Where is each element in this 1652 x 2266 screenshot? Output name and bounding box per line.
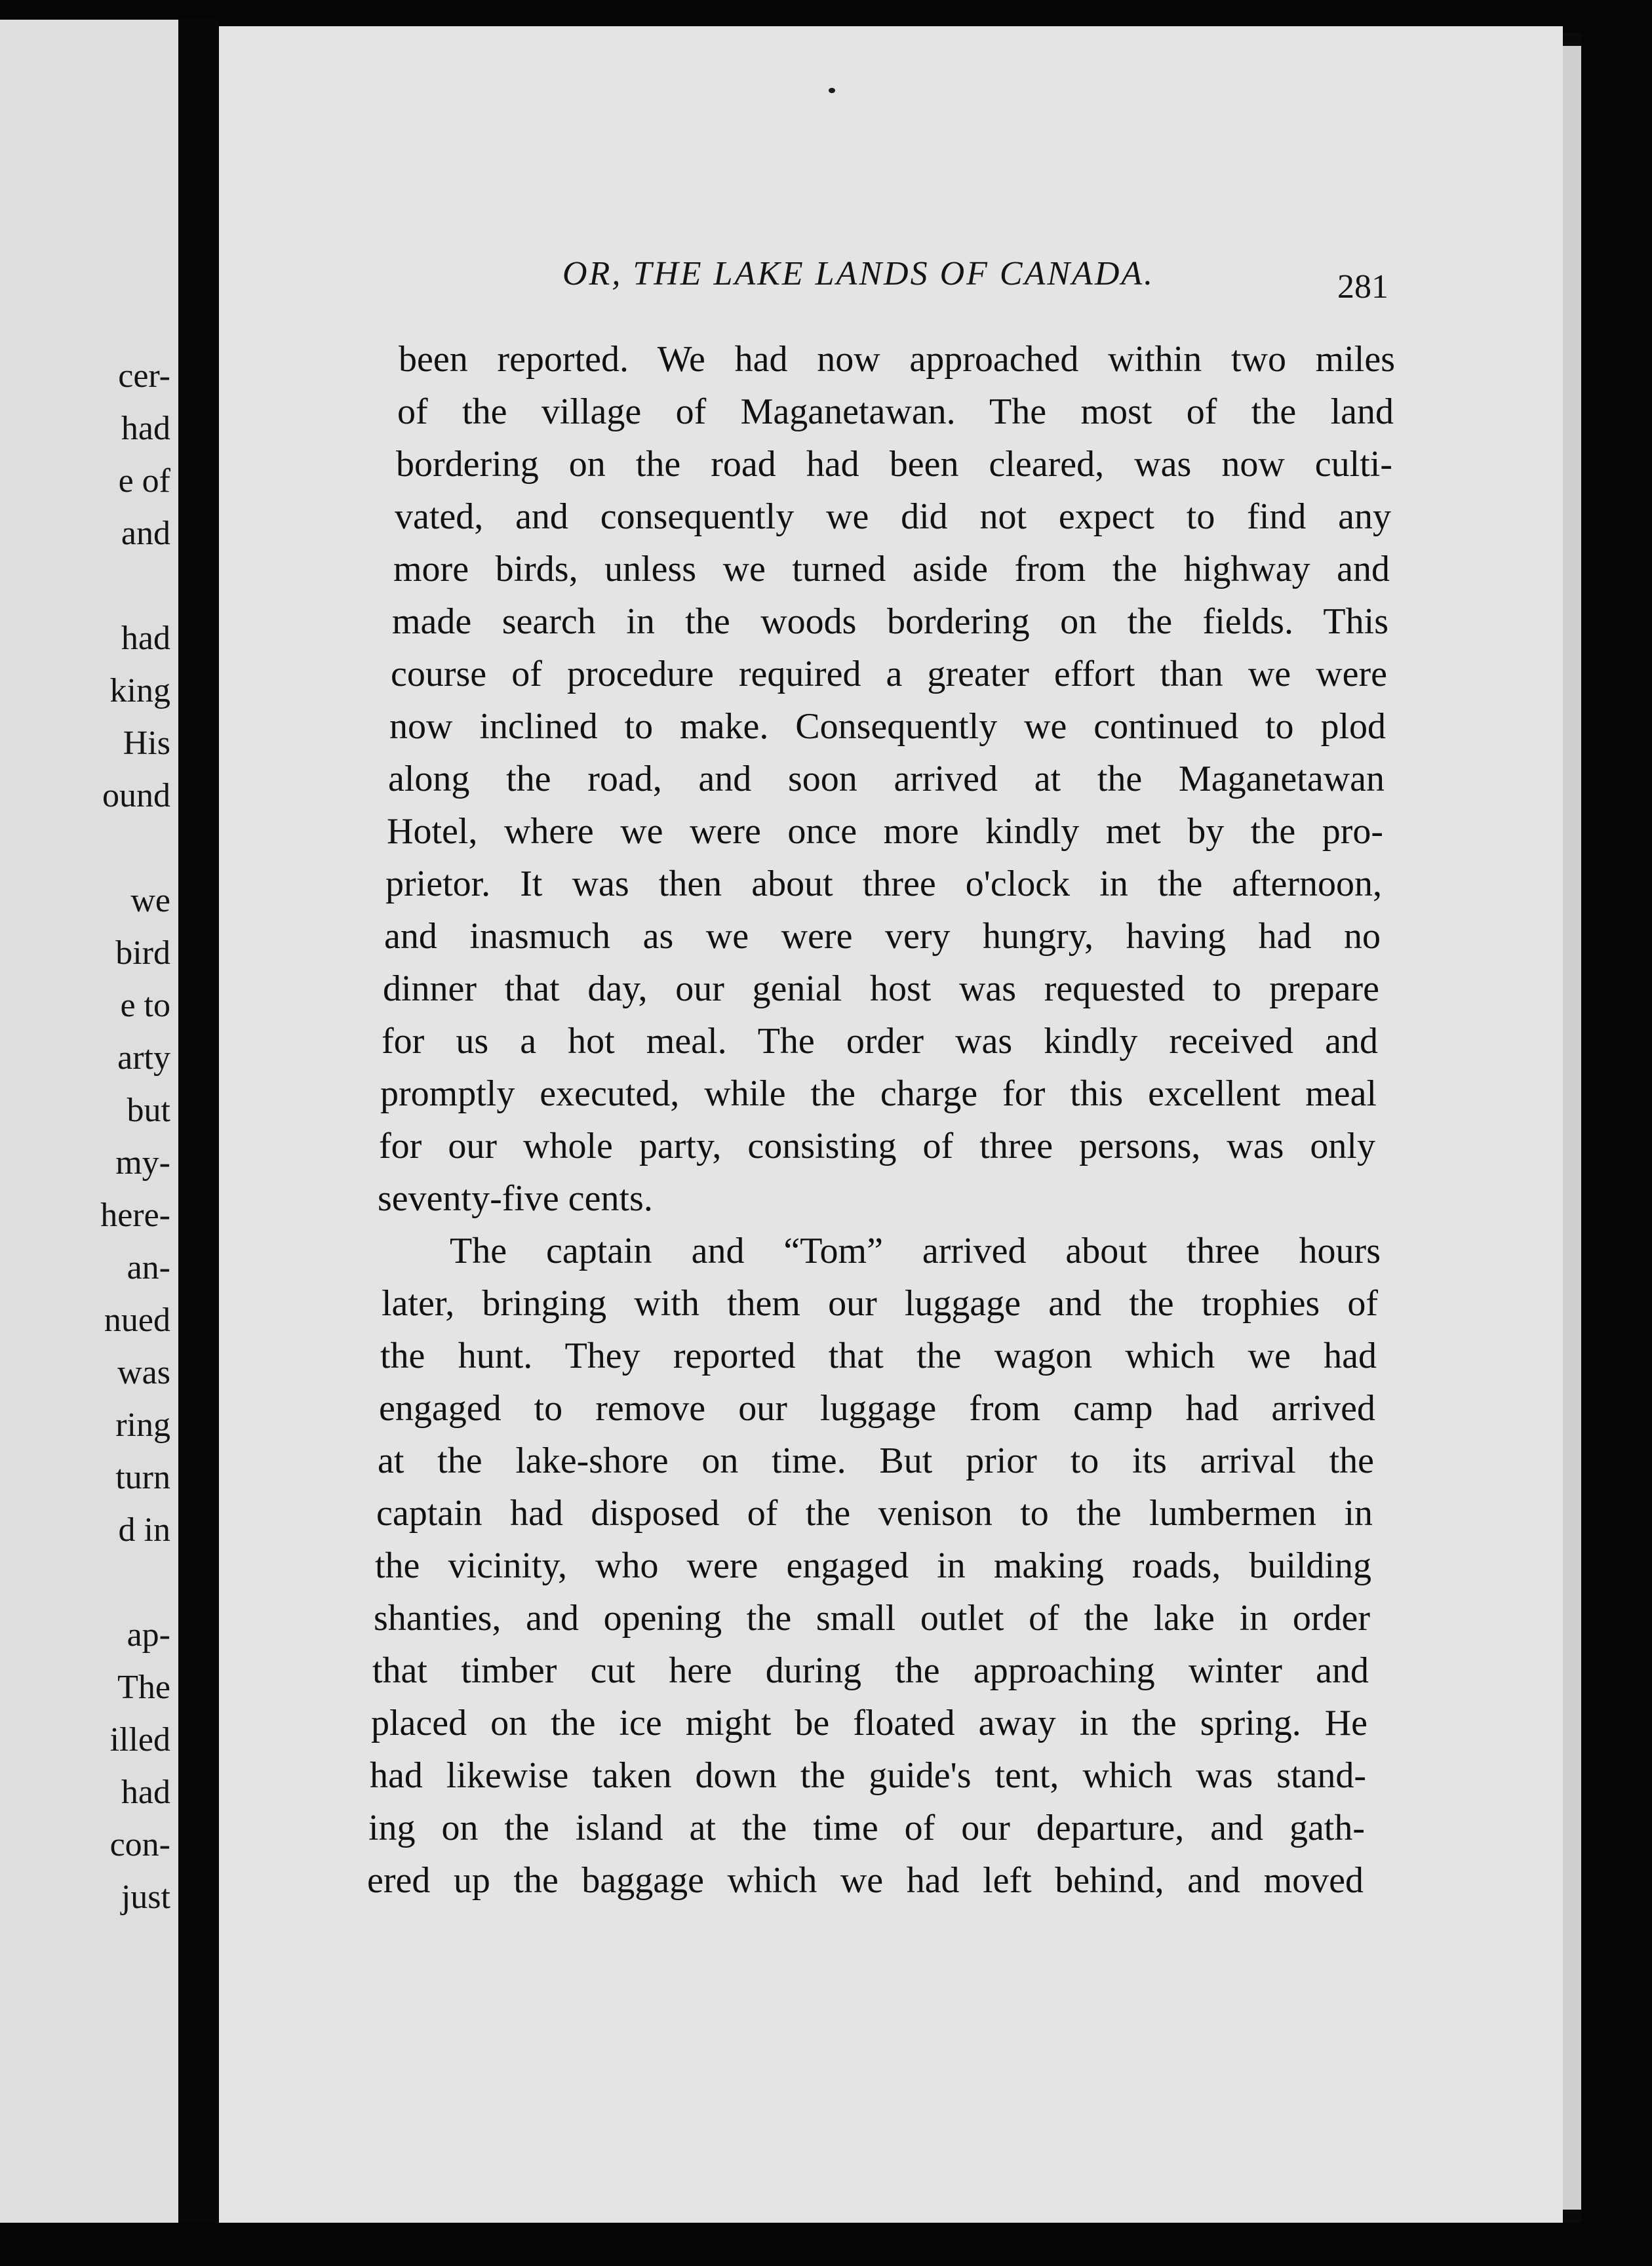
text-line: been reported. We had now approached within two miles xyxy=(399,339,1395,380)
text-line: shanties, and opening the small outlet of the lake in order xyxy=(374,1598,1370,1639)
left-page-line: con- xyxy=(109,1826,170,1863)
left-page-line: arty xyxy=(117,1039,170,1077)
text-line: for us a hot meal. The order was kindly received and xyxy=(382,1021,1378,1062)
left-page-line: and xyxy=(121,515,170,552)
text-line: more birds, unless we turned aside from the highway and xyxy=(393,549,1390,589)
left-page-line: we xyxy=(130,882,170,919)
text-line: and inasmuch as we were very hungry, having had no xyxy=(384,916,1381,957)
left-page-line: but xyxy=(127,1092,170,1129)
text-line: placed on the ice might be floated away in the spring. He xyxy=(371,1703,1367,1743)
text-line: bordering on the road had been cleared, was now culti- xyxy=(396,444,1392,485)
left-page-line: had xyxy=(121,620,170,657)
text-line: ered up the baggage which we had left behind, and moved xyxy=(367,1860,1364,1901)
text-line: had likewise taken down the guide's tent, which was stand- xyxy=(370,1755,1366,1796)
text-line: vated, and consequently we did not expect to find any xyxy=(395,496,1391,537)
left-page-line: my- xyxy=(115,1144,170,1182)
left-page-line: d in xyxy=(118,1511,170,1549)
left-page-line: had xyxy=(121,410,170,447)
left-page-line: cer- xyxy=(118,357,170,395)
facing-page-fragment xyxy=(0,20,178,2223)
text-line: ing on the island at the time of our departure, and gath- xyxy=(368,1808,1365,1848)
left-page-line: here- xyxy=(100,1197,170,1234)
left-page-line: The xyxy=(117,1669,170,1706)
left-page-line: bird xyxy=(115,934,170,972)
text-line: now inclined to make. Consequently we continued to plod xyxy=(389,706,1386,747)
left-page-line: ring xyxy=(115,1406,170,1444)
text-line: course of procedure required a greater effort than we were xyxy=(391,654,1387,694)
left-page-line: ound xyxy=(102,777,170,814)
left-page-line: e to xyxy=(120,987,170,1024)
left-page-line: king xyxy=(109,672,170,709)
text-line: that timber cut here during the approaching winter and xyxy=(372,1650,1369,1691)
text-line: engaged to remove our luggage from camp had arrived xyxy=(379,1388,1375,1429)
left-page-line: illed xyxy=(109,1721,170,1759)
text-line: promptly executed, while the charge for this excellent meal xyxy=(380,1073,1377,1114)
left-page-line: His xyxy=(123,725,170,762)
text-line: prietor. It was then about three o'clock in the afternoon, xyxy=(385,864,1382,904)
left-page-line: ap- xyxy=(127,1616,170,1654)
text-line: the hunt. They reported that the wagon which we had xyxy=(380,1336,1377,1376)
left-page-line: e of xyxy=(118,462,170,500)
scan-right-border xyxy=(1581,0,1652,2266)
left-page-line: was xyxy=(117,1354,170,1391)
text-line: later, bringing with them our luggage and the trophies of xyxy=(382,1283,1378,1324)
text-line: the vicinity, who were engaged in making roads, building xyxy=(375,1545,1371,1586)
ink-spot xyxy=(829,88,835,93)
scan-bottom-border xyxy=(0,2223,1652,2266)
text-line: along the road, and soon arrived at the Maganetawan xyxy=(388,759,1385,799)
text-line: dinner that day, our genial host was requested to prepare xyxy=(383,968,1379,1009)
page-number: 281 xyxy=(1337,268,1388,306)
left-page-line: nued xyxy=(104,1302,170,1339)
running-head: OR, THE LAKE LANDS OF CANADA. xyxy=(562,255,1155,292)
paragraph-first-line: The captain and “Tom” arrived about three hours xyxy=(450,1231,1381,1271)
page-edge xyxy=(1563,46,1581,2210)
text-line: Hotel, where we were once more kindly met by the pro- xyxy=(387,811,1383,852)
text-line: of the village of Maganetawan. The most of the land xyxy=(397,391,1394,432)
text-line: captain had disposed of the venison to the lumbermen in xyxy=(376,1493,1373,1534)
text-line: for our whole party, consisting of three persons, was only xyxy=(379,1126,1375,1166)
left-page-line: had xyxy=(121,1774,170,1811)
left-page-line: just xyxy=(121,1878,170,1916)
left-page-line: an- xyxy=(127,1249,170,1286)
left-page-line: turn xyxy=(115,1459,170,1496)
text-line: at the lake-shore on time. But prior to its arrival the xyxy=(378,1441,1374,1481)
book-spine xyxy=(178,20,219,2229)
text-line: seventy-five cents. xyxy=(378,1178,653,1219)
text-line: made search in the woods bordering on the fields. This xyxy=(392,601,1388,642)
